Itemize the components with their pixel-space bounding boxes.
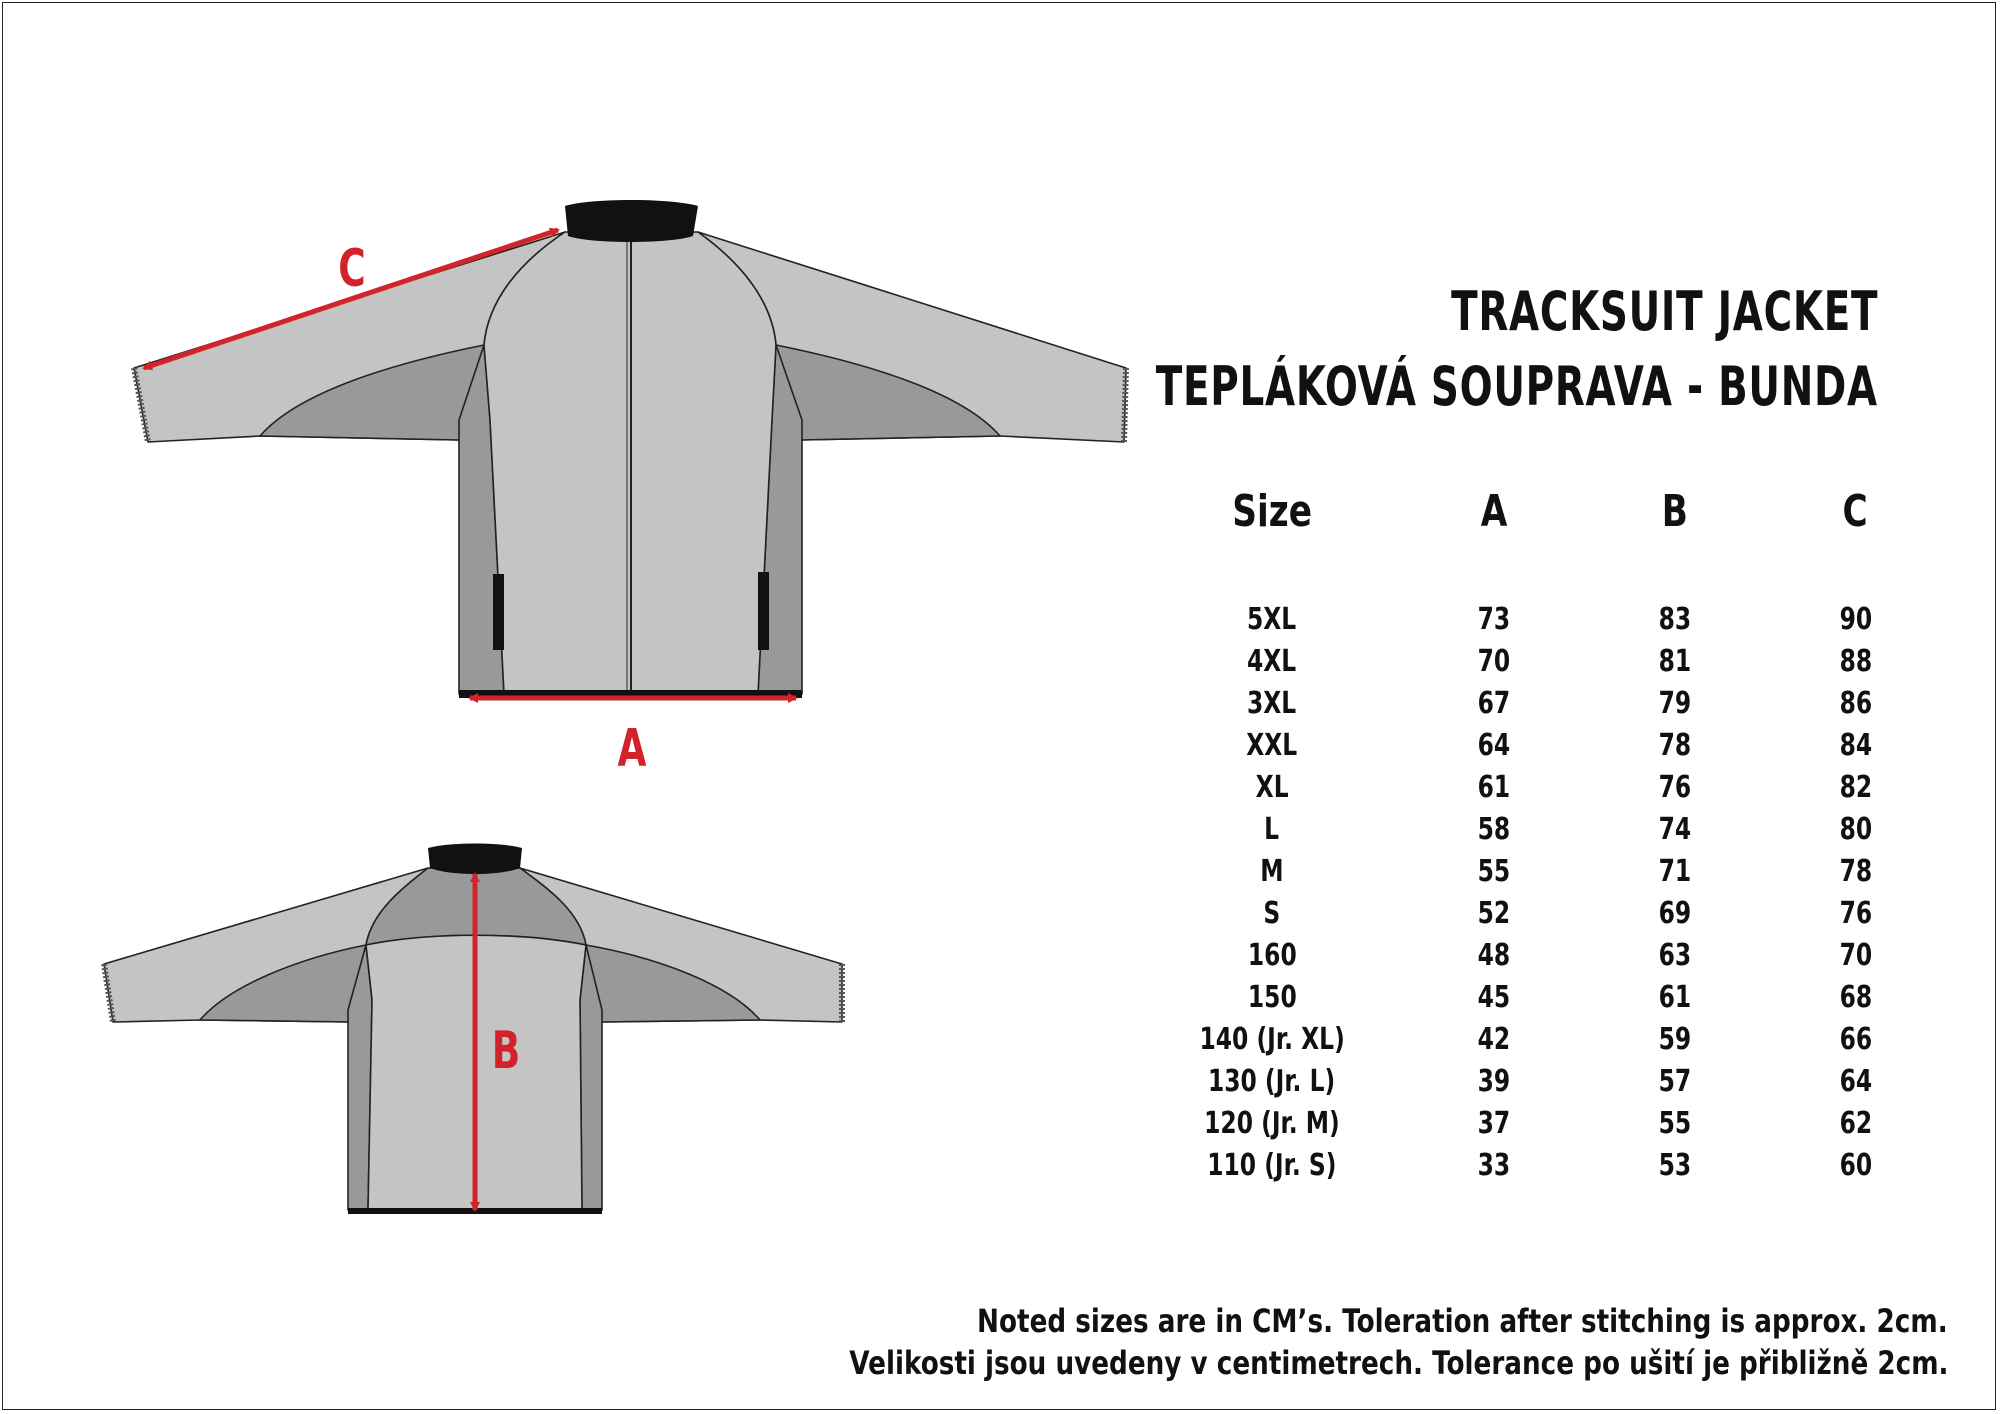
- cell-c: 78: [1839, 853, 1872, 889]
- cell-a: 55: [1477, 853, 1511, 889]
- table-header-row: [1140, 486, 1946, 556]
- cell-b: 76: [1658, 769, 1691, 805]
- cell-c: 90: [1839, 601, 1872, 637]
- cell-b: 83: [1658, 601, 1691, 637]
- cell-c: 82: [1839, 769, 1872, 805]
- cell-c: 88: [1839, 643, 1872, 679]
- cell-size: 4XL: [1247, 643, 1297, 679]
- cell-b: 61: [1658, 979, 1691, 1015]
- cell-size: L: [1264, 811, 1280, 847]
- table-spacer: [1140, 556, 1946, 598]
- note-czech: Velikosti jsou uvedeny v centimetrech. Tolerance po ušití je přibližně 2cm.: [848, 1344, 1948, 1382]
- cell-c: 66: [1839, 1021, 1872, 1057]
- table-row: [1140, 1144, 1946, 1186]
- cell-c: 76: [1839, 895, 1872, 931]
- cell-size: 150: [1247, 979, 1297, 1015]
- cell-b: 53: [1658, 1147, 1691, 1183]
- back-collar: [428, 844, 522, 875]
- table-row: [1140, 808, 1946, 850]
- cell-a: 42: [1477, 1021, 1511, 1057]
- cell-a: 52: [1477, 895, 1511, 931]
- title-english: TRACKSUIT JACKET: [1450, 280, 1878, 343]
- cell-a: 61: [1477, 769, 1511, 805]
- cell-size: 5XL: [1247, 601, 1297, 637]
- cell-a: 33: [1477, 1147, 1511, 1183]
- cell-a: 48: [1477, 937, 1511, 973]
- table-row: [1140, 724, 1946, 766]
- table-row: [1140, 934, 1946, 976]
- size-chart-table: [1140, 486, 1946, 1186]
- cell-a: 58: [1477, 811, 1511, 847]
- dimension-a-label: A: [617, 717, 647, 779]
- cell-size: 160: [1247, 937, 1297, 973]
- cell-size: XL: [1255, 769, 1289, 805]
- cell-a: 37: [1477, 1105, 1511, 1141]
- cell-b: 74: [1658, 811, 1691, 847]
- cell-b: 55: [1658, 1105, 1691, 1141]
- cell-size: S: [1263, 895, 1281, 931]
- cell-b: 81: [1658, 643, 1691, 679]
- table-row: [1140, 640, 1946, 682]
- front-left-pocket: [493, 574, 504, 650]
- table-row: [1140, 766, 1946, 808]
- table-row: [1140, 892, 1946, 934]
- table-row: [1140, 598, 1946, 640]
- front-collar: [565, 200, 698, 242]
- cell-b: 78: [1658, 727, 1691, 763]
- cell-c: 68: [1839, 979, 1872, 1015]
- cell-size: M: [1260, 853, 1284, 889]
- cell-size: 3XL: [1247, 685, 1297, 721]
- cell-b: 63: [1658, 937, 1691, 973]
- cell-size: 130 (Jr. L): [1208, 1063, 1336, 1099]
- front-right-pocket: [758, 572, 769, 650]
- cell-b: 79: [1658, 685, 1691, 721]
- table-row: [1140, 1060, 1946, 1102]
- header-size: Size: [1232, 486, 1312, 537]
- cell-b: 71: [1658, 853, 1691, 889]
- title-czech: TEPLÁKOVÁ SOUPRAVA - BUNDA: [1155, 355, 1878, 418]
- cell-c: 62: [1839, 1105, 1872, 1141]
- cell-c: 84: [1839, 727, 1872, 763]
- cell-c: 64: [1839, 1063, 1872, 1099]
- cell-size: 120 (Jr. M): [1204, 1105, 1340, 1141]
- cell-a: 67: [1477, 685, 1511, 721]
- cell-b: 69: [1658, 895, 1691, 931]
- dimension-b-label: B: [491, 1019, 521, 1081]
- cell-a: 73: [1477, 601, 1511, 637]
- cell-a: 39: [1477, 1063, 1511, 1099]
- cell-c: 70: [1839, 937, 1872, 973]
- dimension-c-label: C: [338, 237, 366, 299]
- cell-c: 86: [1839, 685, 1872, 721]
- cell-size: 110 (Jr. S): [1207, 1147, 1337, 1183]
- header-a: A: [1480, 486, 1508, 537]
- cell-b: 59: [1658, 1021, 1691, 1057]
- table-row: [1140, 976, 1946, 1018]
- cell-a: 64: [1477, 727, 1511, 763]
- table-row: [1140, 1018, 1946, 1060]
- jacket-front-drawing: [134, 200, 1126, 698]
- header-c: C: [1842, 486, 1869, 537]
- table-row: [1140, 682, 1946, 724]
- table-row: [1140, 1102, 1946, 1144]
- note-english: Noted sizes are in CM’s. Toleration after stitching is approx. 2cm.: [977, 1302, 1948, 1340]
- cell-a: 70: [1477, 643, 1511, 679]
- cell-b: 57: [1658, 1063, 1691, 1099]
- cell-c: 60: [1839, 1147, 1872, 1183]
- header-b: B: [1661, 486, 1688, 537]
- cell-c: 80: [1839, 811, 1872, 847]
- cell-size: 140 (Jr. XL): [1199, 1021, 1345, 1057]
- table-row: [1140, 850, 1946, 892]
- cell-a: 45: [1477, 979, 1511, 1015]
- cell-size: XXL: [1246, 727, 1298, 763]
